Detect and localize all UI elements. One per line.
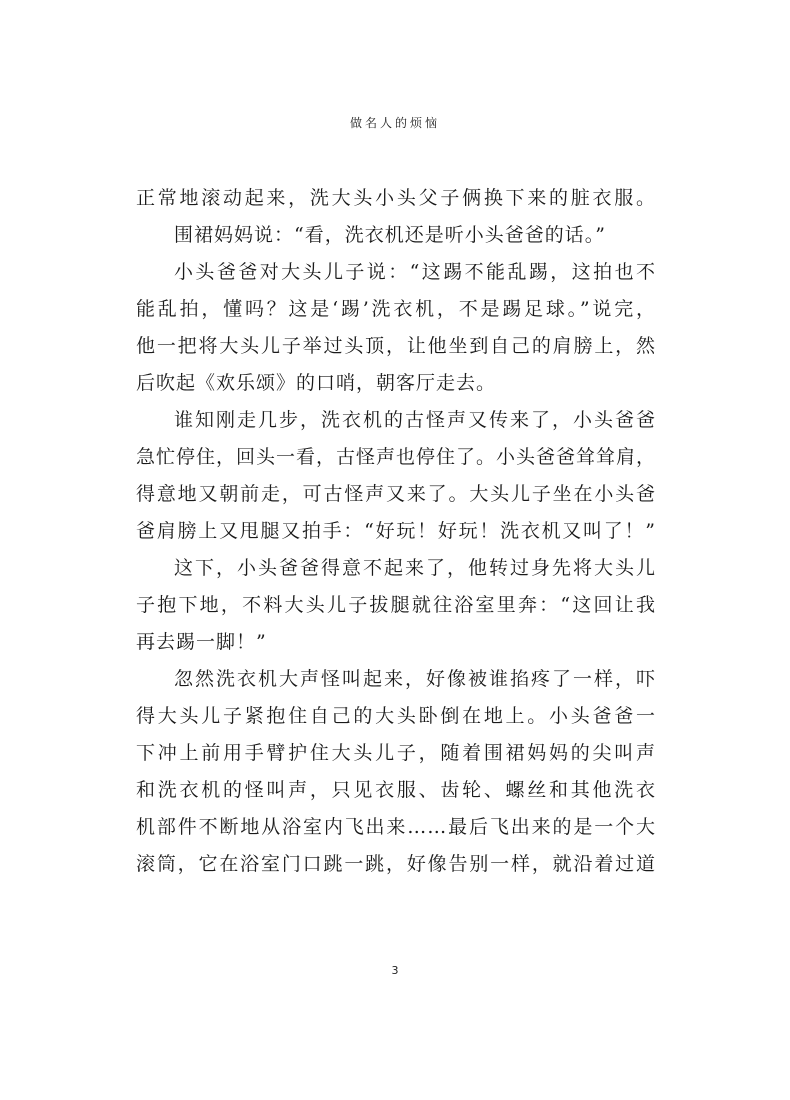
text-line: 得大头儿子紧抱住自己的大头卧倒在地上。小头爸爸一	[136, 705, 656, 727]
text-line: 再去踢一脚！”	[136, 631, 267, 653]
text-line: 这下，小头爸爸得意不起来了，他转过身先将大头儿	[174, 557, 656, 579]
body-text	[136, 180, 656, 883]
page-number: 3	[391, 964, 399, 977]
text-line: 正常地滚动起来，洗大头小头父子俩换下来的脏衣服。	[136, 187, 656, 209]
text-line: 下冲上前用手臂护住大头儿子，随着围裙妈妈的尖叫声	[136, 742, 656, 764]
text-line: 忽然洗衣机大声怪叫起来，好像被谁掐疼了一样，吓	[174, 668, 656, 690]
text-line: 能乱拍，懂吗？这是‘踢’洗衣机，不是踢足球。”说完，	[136, 298, 656, 320]
text-line: 谁知刚走几步，洗衣机的古怪声又传来了，小头爸爸	[174, 409, 656, 431]
text-line: 他一把将大头儿子举过头顶，让他坐到自己的肩膀上，然	[136, 335, 656, 357]
text-line: 小头爸爸对大头儿子说：“这踢不能乱踢，这拍也不	[174, 261, 656, 283]
text-line: 急忙停住，回头一看，古怪声也停住了。小头爸爸耸耸肩，	[136, 446, 657, 468]
text-line: 滚筒，它在浴室门口跳一跳，好像告别一样，就沿着过道	[136, 853, 656, 875]
text-line: 机部件不断地从浴室内飞出来……最后飞出来的是一个大	[136, 816, 656, 838]
text-line: 得意地又朝前走，可古怪声又来了。大头儿子坐在小头爸	[136, 483, 656, 505]
text-line: 围裙妈妈说：“看，洗衣机还是听小头爸爸的话。”	[174, 224, 606, 246]
running-header-title: 做名人的烦恼	[349, 116, 440, 130]
text-line: 后吹起《欢乐颂》的口哨，朝客厅走去。	[136, 372, 497, 394]
text-line: 爸肩膀上又甩腿又拍手：“好玩！好玩！洗衣机又叫了！”	[136, 520, 656, 542]
text-line: 子抱下地，不料大头儿子拔腿就往浴室里奔：“这回让我	[136, 594, 656, 616]
text-line: 和洗衣机的怪叫声，只见衣服、齿轮、螺丝和其他洗衣	[136, 779, 656, 801]
